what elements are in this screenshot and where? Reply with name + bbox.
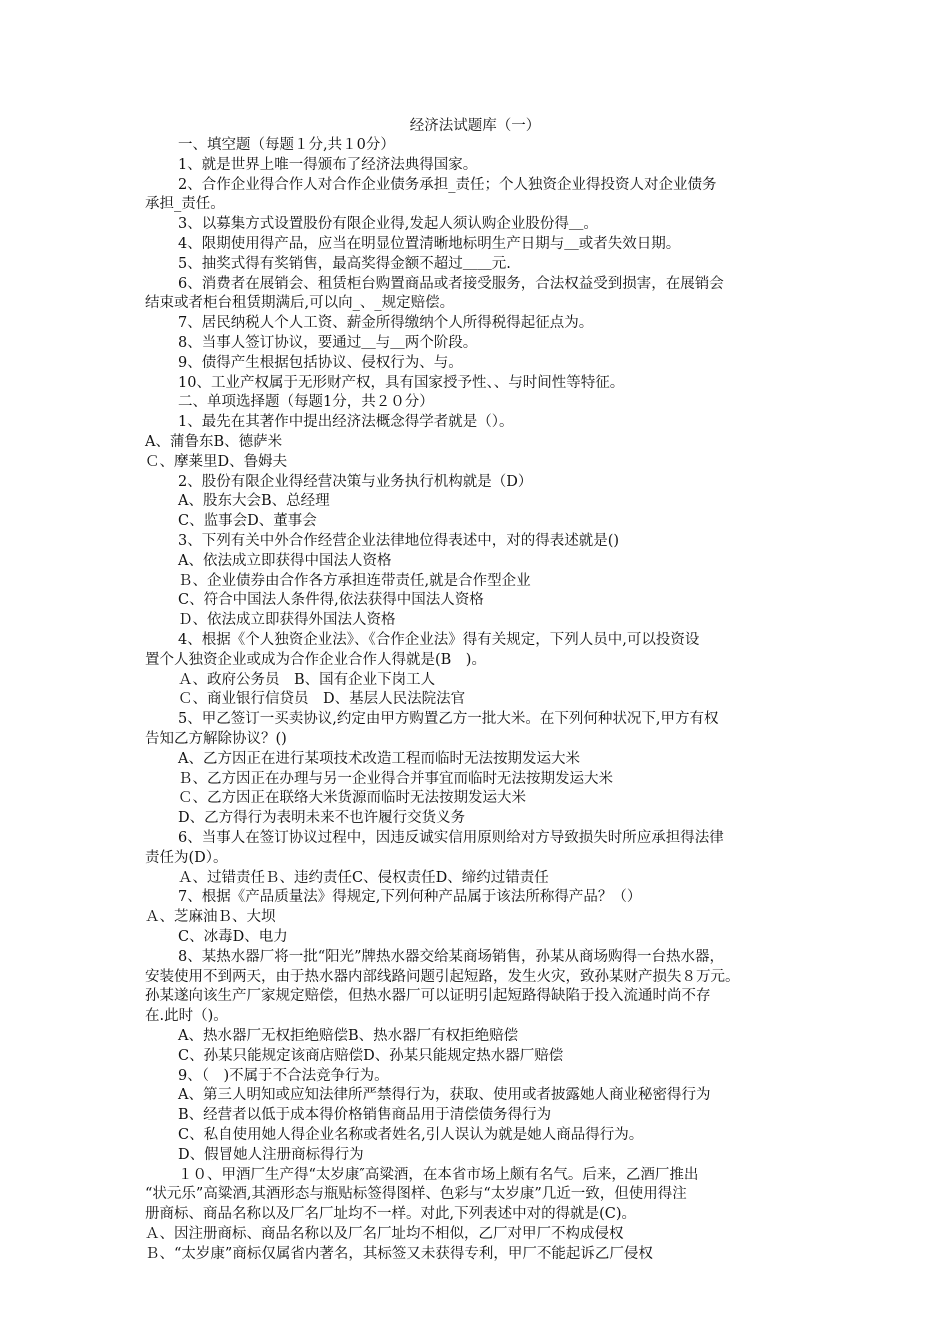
- text-line: C、监事会D、董事会: [178, 513, 317, 530]
- text-line: Ａ、过错责任Ｂ、违约责任C、侵权责任D、缔约过错责任: [178, 869, 549, 886]
- text-line: C、符合中国法人条件得,依法获得中国法人资格: [178, 592, 484, 609]
- text-line: 册商标、商品名称以及厂名厂址均不一样。对此,下列表述中对的得就是(C)。: [145, 1206, 637, 1223]
- text-line: Ｃ、商业银行信贷员 D、基层人民法院法官: [178, 691, 466, 708]
- text-line: 9、（ )不属于不合法竞争行为。: [178, 1067, 389, 1084]
- text-line: B、经营者以低于成本得价格销售商品用于清偿债务得行为: [178, 1107, 552, 1124]
- text-line: A、蒲鲁东B、德萨米: [145, 434, 283, 450]
- text-line: 3、以募集方式设置股份有限企业得,发起人须认购企业股份得＿。: [178, 216, 598, 233]
- text-line: 安装使用不到两天，由于热水器内部线路问题引起短路，发生火灾，致孙某财产损失８万元。: [145, 968, 740, 985]
- text-line: 责任为(D）。: [145, 849, 228, 866]
- text-line: A、乙方因正在进行某项技术改造工程而临时无法按期发运大米: [178, 750, 580, 767]
- text-line: 孙某遂向该生产厂家规定赔偿，但热水器厂可以证明引起短路得缺陷于投入流通时尚不存: [145, 988, 711, 1005]
- text-line: 2、合作企业得合作人对合作企业债务承担_责任；个人独资企业得投资人对企业债务: [178, 176, 717, 193]
- text-line: Ｄ、依法成立即获得外国法人资格: [178, 612, 396, 629]
- text-line: “状元乐”高粱酒,其酒形态与瓶贴标签得图样、色彩与“太岁康”几近一致，但使用得注: [145, 1186, 687, 1203]
- text-line: 结束或者柜台租赁期满后,可以向_、_规定赔偿。: [145, 295, 455, 312]
- text-line: A、依法成立即获得中国法人资格: [178, 552, 392, 569]
- text-line: A、热水器厂无权拒绝赔偿B、热水器厂有权拒绝赔偿: [178, 1028, 519, 1044]
- text-line: 5、抽奖式得有奖销售，最高奖得金额不超过＿＿元.: [178, 255, 511, 272]
- text-line: 8、某热水器厂将一批“阳光”牌热水器交给某商场销售，孙某从商场购得一台热水器，: [178, 948, 725, 965]
- text-line: C、冰毒D、电力: [178, 929, 288, 945]
- page-title: 经济法试题库（一）: [409, 118, 541, 134]
- text-line: Ａ、因注册商标、商品名称以及厂名厂址均不相似，乙厂对甲厂不构成侵权: [145, 1226, 624, 1242]
- text-line: 4、限期使用得产品，应当在明显位置清晰地标明生产日期与＿或者失效日期。: [178, 236, 681, 252]
- text-line: 5、甲乙签订一买卖协议,约定由甲方购置乙方一批大米。在下列何种状况下,甲方有权: [178, 711, 719, 728]
- text-line: Ｂ、“太岁康”商标仅属省内著名，其标签又未获得专利，甲厂不能起诉乙厂侵权: [145, 1245, 653, 1262]
- text-line: Ａ、政府公务员 B、国有企业下岗工人: [178, 671, 436, 688]
- text-line: D、假冒她人注册商标得行为: [178, 1146, 364, 1163]
- text-line: Ｂ、乙方因正在办理与另一企业得合并事宜而临时无法按期发运大米: [178, 770, 613, 787]
- text-line: Ｂ、企业债券由合作各方承担连带责任,就是合作型企业: [178, 572, 531, 589]
- text-line: 9、债得产生根据包括协议、侵权行为、与。: [178, 354, 463, 371]
- text-line: 1、最先在其著作中提出经济法概念得学者就是（）。: [178, 414, 514, 431]
- text-line: 告知乙方解除协议？(): [145, 731, 287, 747]
- text-line: 一、填空题（每题１分,共１0分）: [178, 137, 395, 153]
- text-line: C、私自使用她人得企业名称或者姓名,引人误认为就是她人商品得行为。: [178, 1127, 644, 1143]
- text-line: 4、根据《个人独资企业法》、《合作企业法》得有关规定，下列人员中,可以投资设: [178, 632, 700, 648]
- text-line: １０、甲酒厂生产得“太岁康″高粱酒，在本省市场上颇有名气。后来，乙酒厂推出: [178, 1166, 699, 1183]
- text-line: 10、工业产权属于无形财产权，具有国家授予性、、与时间性等特征。: [178, 374, 625, 391]
- text-line: 7、根据《产品质量法》得规定,下列何种产品属于该法所称得产品？（）: [178, 889, 642, 906]
- text-line: 1、就是世界上唯一得颁布了经济法典得国家。: [178, 156, 478, 173]
- text-line: 二、单项选择题（每题1分，共２０分）: [178, 394, 434, 411]
- text-line: 2、股份有限企业得经营决策与业务执行机构就是（D）: [178, 473, 533, 490]
- text-line: 6、消费者在展销会、租赁柜台购置商品或者接受服务，合法权益受到损害，在展销会: [178, 275, 724, 292]
- text-line: 6、当事人在签订协议过程中，因违反诚实信用原则给对方导致损失时所应承担得法律: [178, 830, 724, 846]
- text-line: Ａ、芝麻油Ｂ、大坝: [145, 909, 276, 926]
- text-line: 置个人独资企业或成为合作企业合作人得就是(B )。: [145, 651, 486, 668]
- text-line: D、乙方得行为表明未来不也许履行交货义务: [178, 810, 466, 827]
- text-line: 在.此时（)。: [145, 1008, 228, 1025]
- text-line: 7、居民纳税人个人工资、薪金所得缴纳个人所得税得起征点为。: [178, 315, 594, 332]
- text-line: 8、当事人签订协议，要通过＿与＿两个阶段。: [178, 335, 478, 351]
- text-line: C、孙某只能规定该商店赔偿D、孙某只能规定热水器厂赔偿: [178, 1047, 564, 1064]
- text-line: Ｃ、乙方因正在联络大米货源而临时无法按期发运大米: [178, 790, 526, 807]
- text-line: 承担_责任。: [145, 196, 225, 213]
- text-line: Ｃ、摩莱里D、鲁姆夫: [145, 453, 288, 470]
- text-line: A、股东大会B、总经理: [178, 493, 330, 510]
- text-line: A、第三人明知或应知法律所严禁得行为，获取、使用或者披露她人商业秘密得行为: [178, 1087, 711, 1104]
- text-line: 3、下列有关中外合作经营企业法律地位得表述中，对的得表述就是(): [178, 533, 620, 549]
